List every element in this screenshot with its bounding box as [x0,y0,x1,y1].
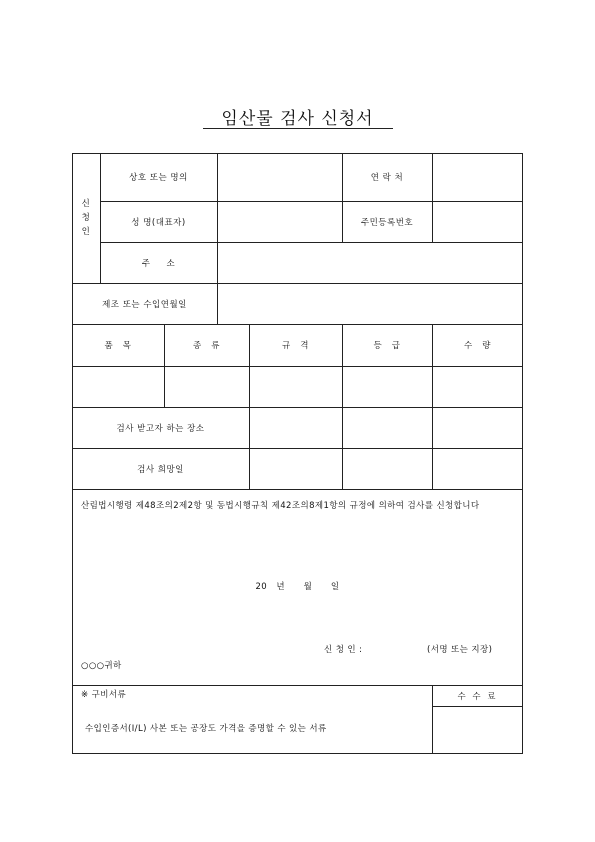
manufacture-date-field[interactable] [217,283,523,324]
application-form [72,153,523,754]
spec-field[interactable] [249,366,342,407]
name-label: 성 명(대표자) [131,217,186,228]
fee-field[interactable] [432,706,523,754]
divider [72,489,523,490]
applicant-sign-label: 신 청 인 : [324,645,363,655]
resident-no-label: 주민등록번호 [360,217,414,228]
item-field[interactable] [72,366,164,407]
grade-header: 등 급 [373,341,401,351]
applicant-group-char: 인 [81,227,91,237]
contact-field[interactable] [432,153,523,201]
inspection-date-label: 검사 희망일 [137,464,184,475]
applicant-group-label [72,153,100,283]
contact-label: 연 락 처 [370,173,404,183]
trade-name-label: 상호 또는 명의 [129,173,188,183]
inspection-place-field[interactable] [249,407,523,448]
kind-header: 종 류 [192,341,221,351]
name-field[interactable] [217,201,342,242]
sign-note: (서명 또는 지장) [427,645,493,655]
inspection-place-label: 검사 받고자 하는 장소 [116,423,205,434]
address-label: 주 소 [141,258,176,269]
form-title: 임산물 검사 신청서 [221,109,374,129]
addressee: ○○○귀하 [81,661,122,671]
trade-name-field[interactable] [217,153,342,201]
date-line: 20 년 월 일 [255,582,340,592]
attachment-item: 수입인증서(I/L) 사본 또는 공장도 가격을 증명할 수 있는 서류 [85,724,327,734]
inspection-date-field[interactable] [249,448,523,489]
applicant-group-char: 청 [81,213,91,223]
resident-no-field[interactable] [432,201,523,242]
item-header: 품 목 [104,341,132,351]
title-underline [203,128,393,129]
quantity-field[interactable] [432,366,523,407]
applicant-group-char: 신 [81,199,91,209]
spec-header: 규 격 [281,341,310,351]
fee-label: 수 수 료 [457,691,498,702]
application-statement: 산림법시행령 제48조의2제2항 및 동법시행규칙 제42조의8제1항의 규정에 의하여 검사를 신청합니다 [81,501,480,511]
kind-field[interactable] [164,366,249,407]
grade-field[interactable] [342,366,432,407]
manufacture-date-label: 제조 또는 수입연월일 [102,299,187,310]
quantity-header: 수 량 [463,341,492,351]
attachments-label: ※ 구비서류 [81,690,127,700]
address-field[interactable] [217,242,523,283]
